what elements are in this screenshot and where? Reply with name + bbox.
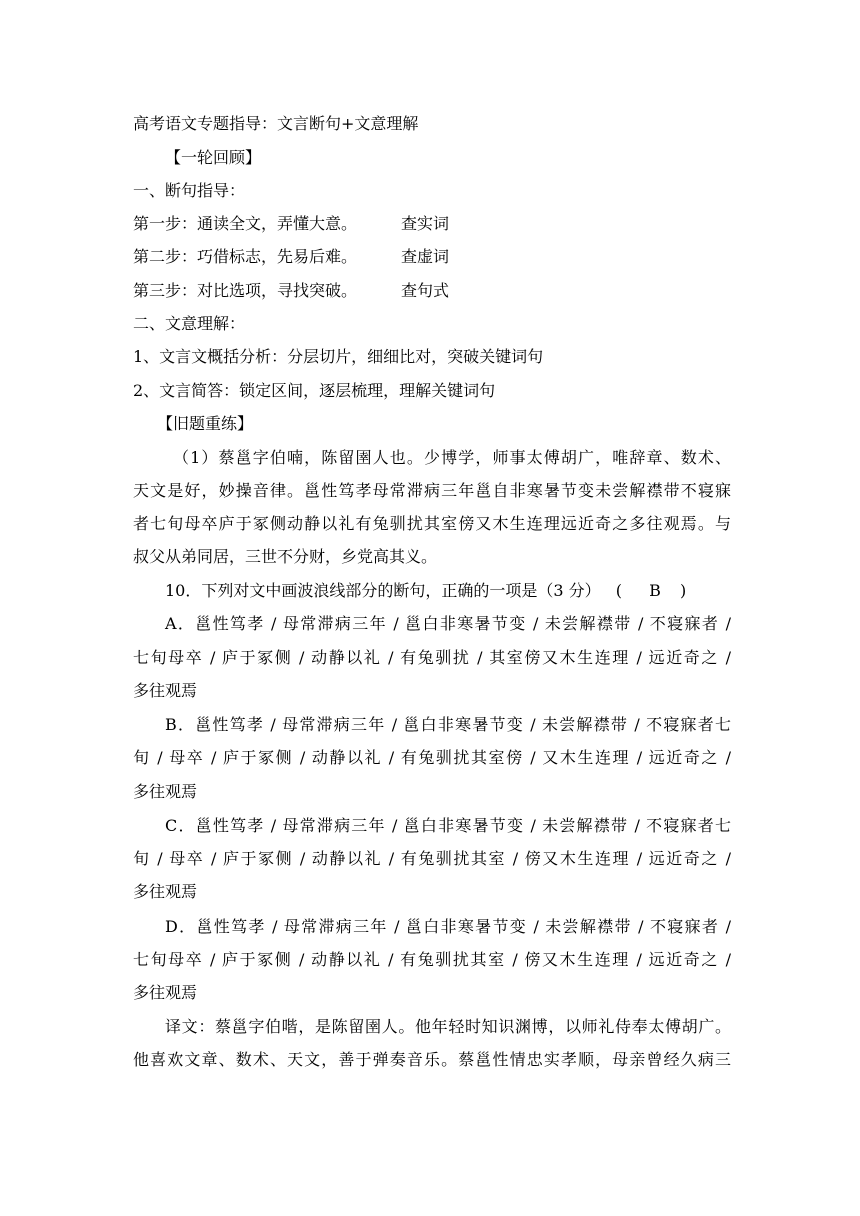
section2-heading: 二、文意理解： (133, 314, 246, 333)
list-item: 2、文言简答：锁定区间，逐层梳理，理解关键词句 (133, 381, 496, 400)
section1-heading: 一、断句指导： (133, 181, 246, 200)
option-d-line: 七旬母卒 / 庐于冢侧 / 动静以礼 / 有兔驯扰其室 / 傍又木生连理 / 远近奇之 / (133, 950, 731, 969)
option-b-line: 旬 / 母卒 / 庐于冢侧 / 动静以礼 / 有兔驯扰其室傍 / 又木生连理 / 远近奇之 / (133, 748, 731, 767)
option-a-line: 多往观焉 (133, 681, 198, 700)
option-c-line: C．邕性笃孝 / 母常滞病三年 / 邕白非寒暑节变 / 未尝解襟带 / 不寝寐者七 (165, 816, 731, 835)
review-heading: 【一轮回顾】 (165, 148, 262, 167)
step-check: 查句式 (401, 281, 450, 300)
option-d-line: 多往观焉 (133, 983, 198, 1002)
translation-line: 他喜欢文章、数术、天文，善于弹奏音乐。蔡邕性情忠实孝顺，母亲曾经久病三 (133, 1050, 731, 1069)
option-b-line: 多往观焉 (133, 782, 198, 801)
passage-line: 者七旬母卒庐于冢侧动静以礼有兔驯扰其室傍又木生连理远近奇之多往观焉。与 (133, 514, 731, 533)
list-item: 1、文言文概括分析：分层切片，细细比对，突破关键词句 (133, 347, 544, 366)
step-text: 第二步：巧借标志，先易后难。 (133, 247, 358, 266)
answer-open-paren: ( (615, 581, 622, 600)
option-c-line: 旬 / 母卒 / 庐于冢侧 / 动静以礼 / 有兔驯扰其室 / 傍又木生连理 / 远近奇之 / (133, 849, 731, 868)
passage-line: （1）蔡邕字伯喃，陈留圉人也。少博学，师事太傅胡广，唯辞章、数术、 (173, 448, 731, 467)
option-c-line: 多往观焉 (133, 882, 198, 901)
passage-line: 天文是好，妙操音律。邕性笃孝母常滞病三年邕自非寒暑节变未尝解襟带不寝寐 (133, 481, 731, 500)
practice-heading: 【旧题重练】 (157, 414, 254, 433)
step-line-2 (133, 246, 449, 268)
step-line-3 (133, 280, 449, 302)
question-line (165, 580, 686, 602)
step-check: 查虚词 (401, 247, 450, 266)
option-a-line: 七旬母卒 / 庐于冢侧 / 动静以礼 / 有兔驯扰 / 其室傍又木生连理 / 远近奇之 / (133, 648, 731, 667)
answer-close-paren: ) (679, 581, 687, 600)
document-title: 高考语文专题指导：文言断句+文意理解 (133, 114, 419, 133)
passage-line: 叔父从弟同居，三世不分财，乡党高其义。 (133, 547, 438, 566)
question-text: 10．下列对文中画波浪线部分的断句，正确的一项是（3 分） (165, 581, 601, 600)
option-b-line: B．邕性笃孝 / 母常滞病三年 / 邕白非寒暑节变 / 未尝解襟带 / 不寝寐者七 (165, 715, 731, 734)
answer-letter: B (649, 581, 661, 600)
option-d-line: D．邕性笃孝 / 母常滞病三年 / 邕白非寒暑节变 / 未尝解襟带 / 不寝寐者 / (165, 917, 731, 936)
step-text: 第三步：对比选项，寻找突破。 (133, 281, 358, 300)
option-a-line: A．邕性笃孝 / 母常滞病三年 / 邕白非寒暑节变 / 未尝解襟带 / 不寝寐者 / (165, 614, 731, 633)
translation-line: 译文：蔡邕字伯喈，是陈留圉人。他年轻时知识渊博，以师礼侍奉太傅胡广。 (165, 1017, 731, 1036)
step-line-1 (133, 213, 449, 235)
step-check: 查实词 (401, 214, 450, 233)
step-text: 第一步：通读全文，弄懂大意。 (133, 214, 358, 233)
